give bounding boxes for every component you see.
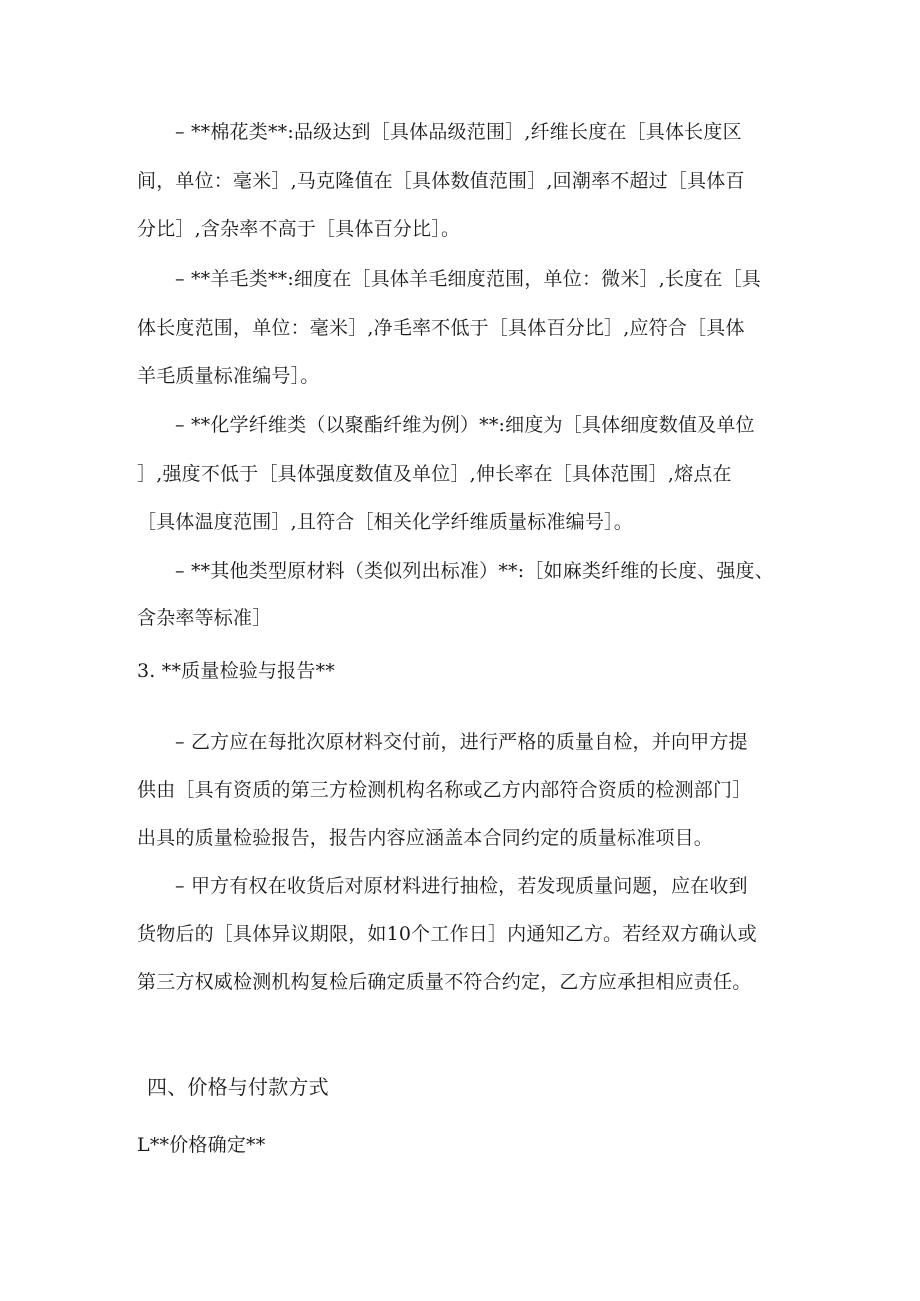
wool-line-1: – **羊毛类**:细度在［具体羊毛细度范围，单位：微米］,长度在［具 [175,268,761,290]
self-inspection-line-1: – 乙方应在每批次原材料交付前，进行严格的质量自检，并向甲方提 [175,731,748,753]
cotton-line-2: 间，单位：毫米］,马克隆值在［具体数值范围］,回潮率不超过［具体百 [137,170,745,192]
price-payment-section-heading: 四、价格与付款方式 [147,1075,329,1099]
spot-check-line-3: 第三方权威检测机构复检后确定质量不符合约定，乙方应承担相应责任。 [137,971,752,993]
cotton-line-1: – **棉花类**:品级达到［具体品级范围］,纤维长度在［具体长度区 [175,121,742,143]
chemical-fiber-line-3: ［具体温度范围］,且符合［相关化学纤维质量标准编号］。 [137,511,633,533]
spot-check-line-1: – 甲方有权在收货后对原材料进行抽检，若发现质量问题，应在收到 [175,875,748,897]
other-materials-line-1: – **其他类型原材料（类似列出标准）**:［如麻类纤维的长度、强度、 [175,560,774,582]
quality-inspection-heading: 3. **质量检验与报告** [137,660,335,682]
price-determination-subheading: L**价格确定** [137,1134,266,1156]
spot-check-line-2: 货物后的［具体异议期限，如10个工作日］内通知乙方。若经双方确认或 [137,923,757,945]
wool-line-3: 羊毛质量标准编号］。 [137,365,320,387]
other-materials-line-2: 含杂率等标准］ [137,607,272,629]
self-inspection-line-3: 出具的质量检验报告，报告内容应涵盖本合同约定的质量标准项目。 [137,827,714,849]
cotton-line-3: 分比］,含杂率不高于［具体百分比］。 [137,218,461,240]
wool-line-2: 体长度范围，单位：毫米］,净毛率不低于［具体百分比］,应符合［具体 [137,317,745,339]
chemical-fiber-line-2: ］,强度不低于［具体强度数值及单位］,伸长率在［具体范围］,熔点在 [137,463,732,485]
self-inspection-line-2: 供由［具有资质的第三方检测机构名称或乙方内部符合资质的检测部门］ [137,779,752,801]
chemical-fiber-line-1: – **化学纤维类（以聚酯纤维为例）**:细度为［具体细度数值及单位 [175,414,755,436]
